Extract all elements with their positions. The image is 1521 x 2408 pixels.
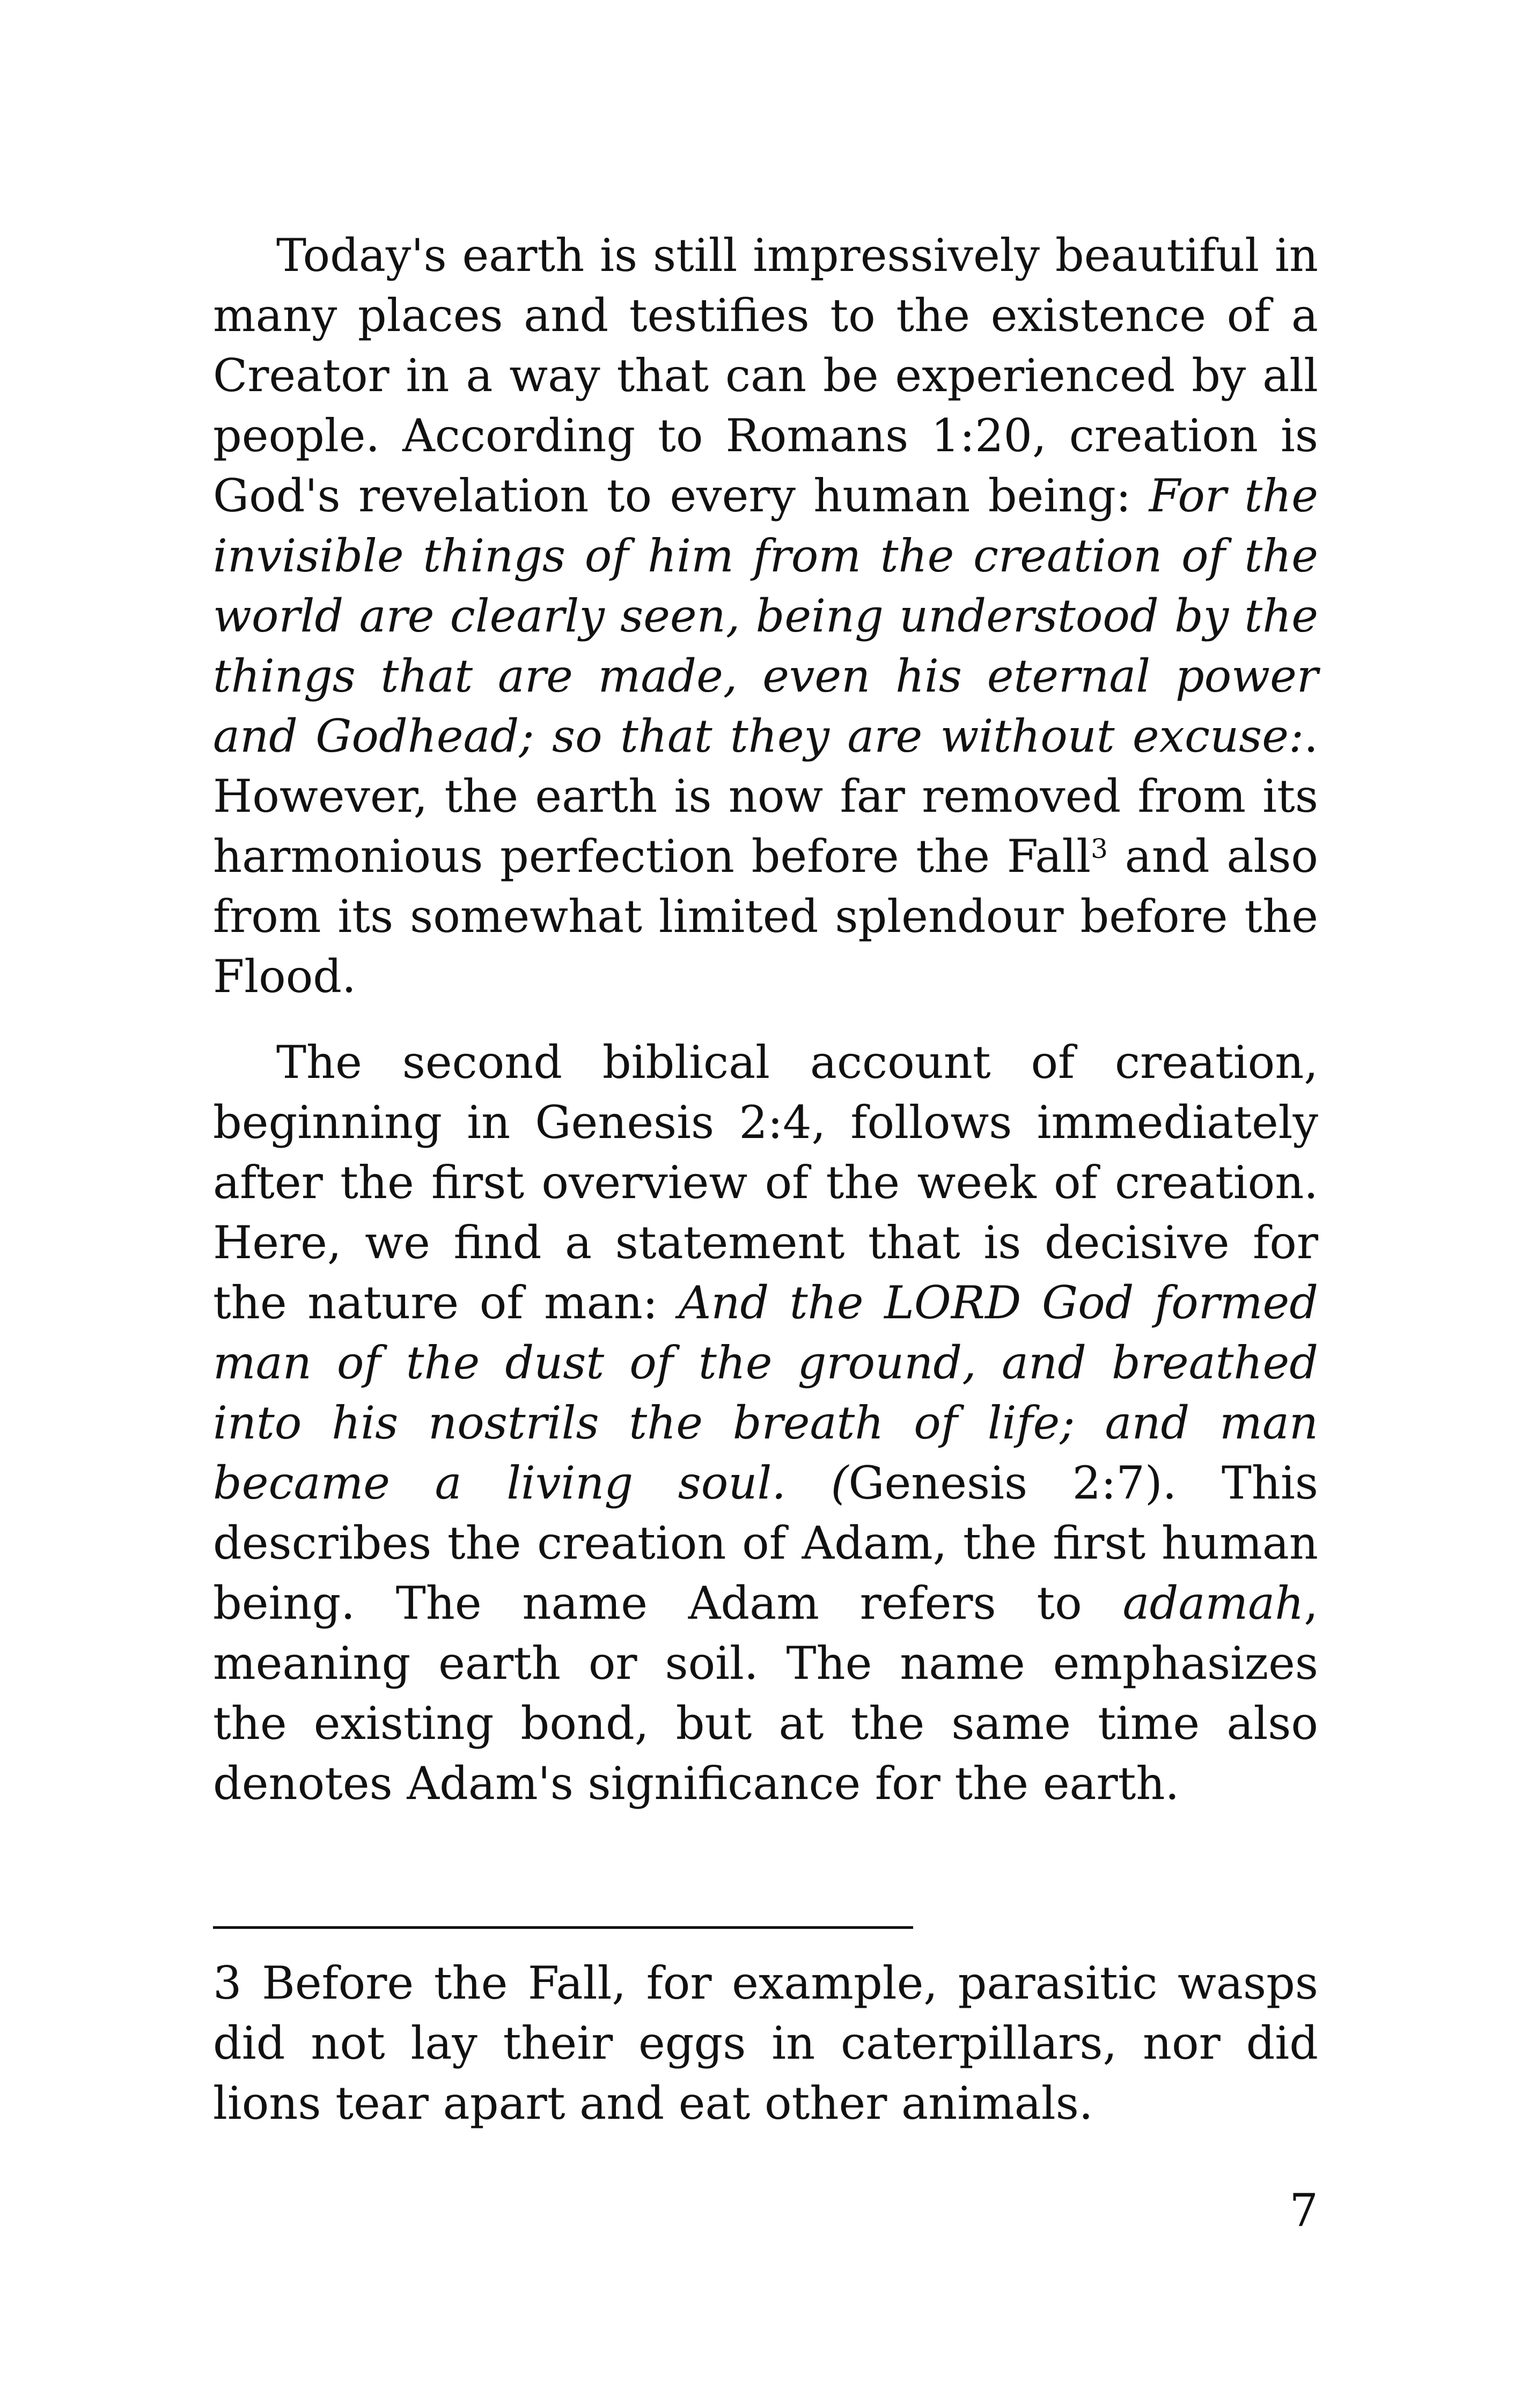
- paragraph-1-text: and also from its somewhat limited splendour before the Flood.: [213, 830, 1318, 1003]
- paragraph-1-text: . However, the earth is now far removed from its harmonious perfection before the Fall: [213, 710, 1318, 883]
- paragraph-2-text: The second biblical account of creation, beginning in Genesis 2:4, follows immediately after the first overview of the week of creation. Here, we find a statement that is decisive for the nature of man:: [213, 1036, 1318, 1329]
- footnote-divider: [213, 1926, 913, 1929]
- genesis-quote: And the LORD God formed man of the dust of the ground, and breathed into his nostrils the breath of life; and man became a living soul. (: [213, 1276, 1318, 1509]
- footnote-reference: 3: [1091, 833, 1108, 864]
- paragraph-2: [213, 1032, 1318, 1814]
- page-number: 7: [1289, 2184, 1318, 2237]
- romans-quote: For the invisible things of him from the creation of the world are clearly seen, being understood by the things that are made, even his eternal power and Godhead; so that they are without excuse:: [213, 469, 1318, 762]
- paragraph-2-text: , meaning earth or soil. The name emphasizes the existing bond, but at the same time also denotes Adam's significance for the earth.: [213, 1577, 1318, 1810]
- footnote: 3 Before the Fall, for example, parasitic wasps did not lay their eggs in caterpillars, nor did lions tear apart and eat other animals.: [213, 1957, 1318, 2130]
- paragraph-1-text: Today's earth is still impressively beautiful in many places and testifies to the existence of a Creator in a way that can be experienced by all people. According to Romans 1:20, creation is God's revelation to every human being:: [213, 229, 1318, 522]
- adamah-term: adamah: [1122, 1577, 1304, 1629]
- paragraph-1: [213, 225, 1318, 1007]
- paragraph-2-text: Genesis 2:7). This describes the creation of Adam, the first human being. The name Adam refers to: [213, 1457, 1318, 1629]
- page-body: [213, 225, 1318, 1814]
